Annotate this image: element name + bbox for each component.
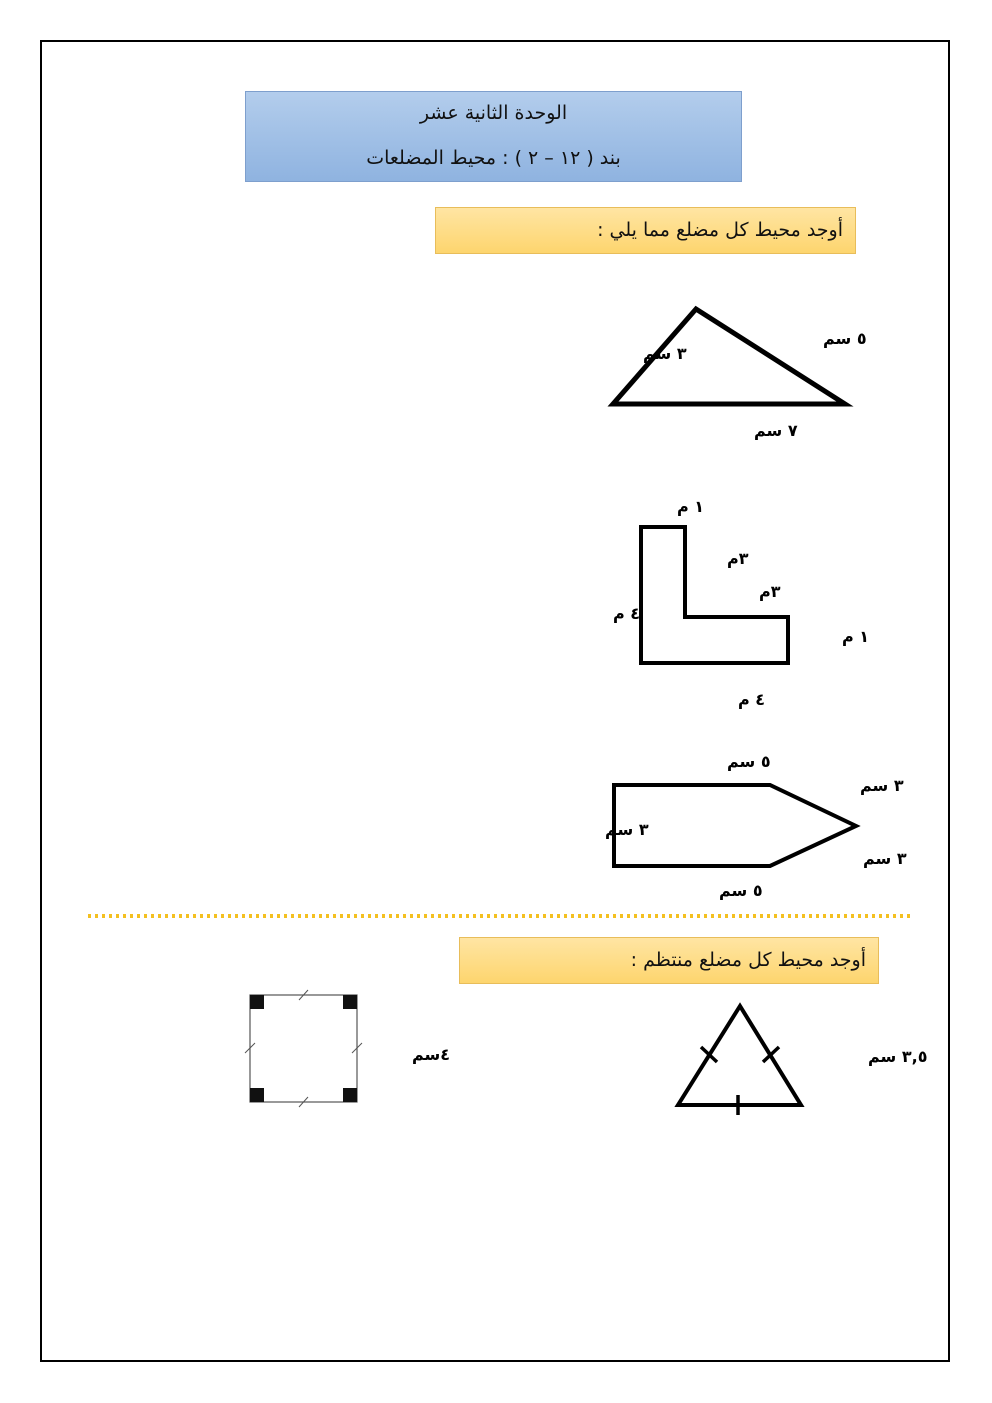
square-figure (245, 990, 450, 1107)
unit-title: الوحدة الثانية عشر (419, 102, 568, 124)
square-side-label: ٤سم (412, 1045, 451, 1064)
l-right-label: ١ م (842, 627, 870, 646)
triangle-left-label: ٣ سم (643, 344, 687, 363)
triangle-figure (613, 309, 867, 440)
triangle-right-label: ٥ سم (823, 329, 867, 348)
equilateral-triangle-figure (678, 1006, 927, 1115)
l-inner-horizontal-label: ٣م (759, 582, 781, 601)
square-shape (250, 995, 357, 1102)
l-inner-vertical-label: ٣م (727, 549, 749, 568)
lesson-title: بند ( ١٢ – ٢ ) : محيط المضلعات (366, 147, 621, 169)
l-top-label: ١ م (677, 497, 705, 516)
pentagon-top-label: ٥ سم (727, 752, 771, 771)
pentagon-figure (605, 752, 907, 900)
right-angle-marker (250, 1088, 264, 1102)
l-bottom-label: ٤ م (738, 690, 766, 709)
right-angle-marker (250, 995, 264, 1009)
pentagon-shape (614, 785, 856, 866)
pentagon-lower-right-label: ٣ سم (863, 849, 907, 868)
l-left-label: ٤ م (613, 604, 641, 623)
right-angle-marker (343, 995, 357, 1009)
l-shape-figure (613, 497, 869, 709)
pentagon-bottom-label: ٥ سم (719, 881, 763, 900)
instruction-section-2: أوجد محيط كل مضلع منتظم : (459, 937, 879, 984)
pentagon-left-label: ٣ سم (605, 820, 649, 839)
equilateral-triangle-shape (678, 1006, 801, 1105)
right-angle-marker (343, 1088, 357, 1102)
triangle-base-label: ٧ سم (754, 421, 798, 440)
triangle-side-label: ٣,٥ سم (868, 1047, 928, 1066)
instruction-section-1: أوجد محيط كل مضلع مما يلي : (435, 207, 856, 254)
pentagon-upper-right-label: ٣ سم (860, 776, 904, 795)
